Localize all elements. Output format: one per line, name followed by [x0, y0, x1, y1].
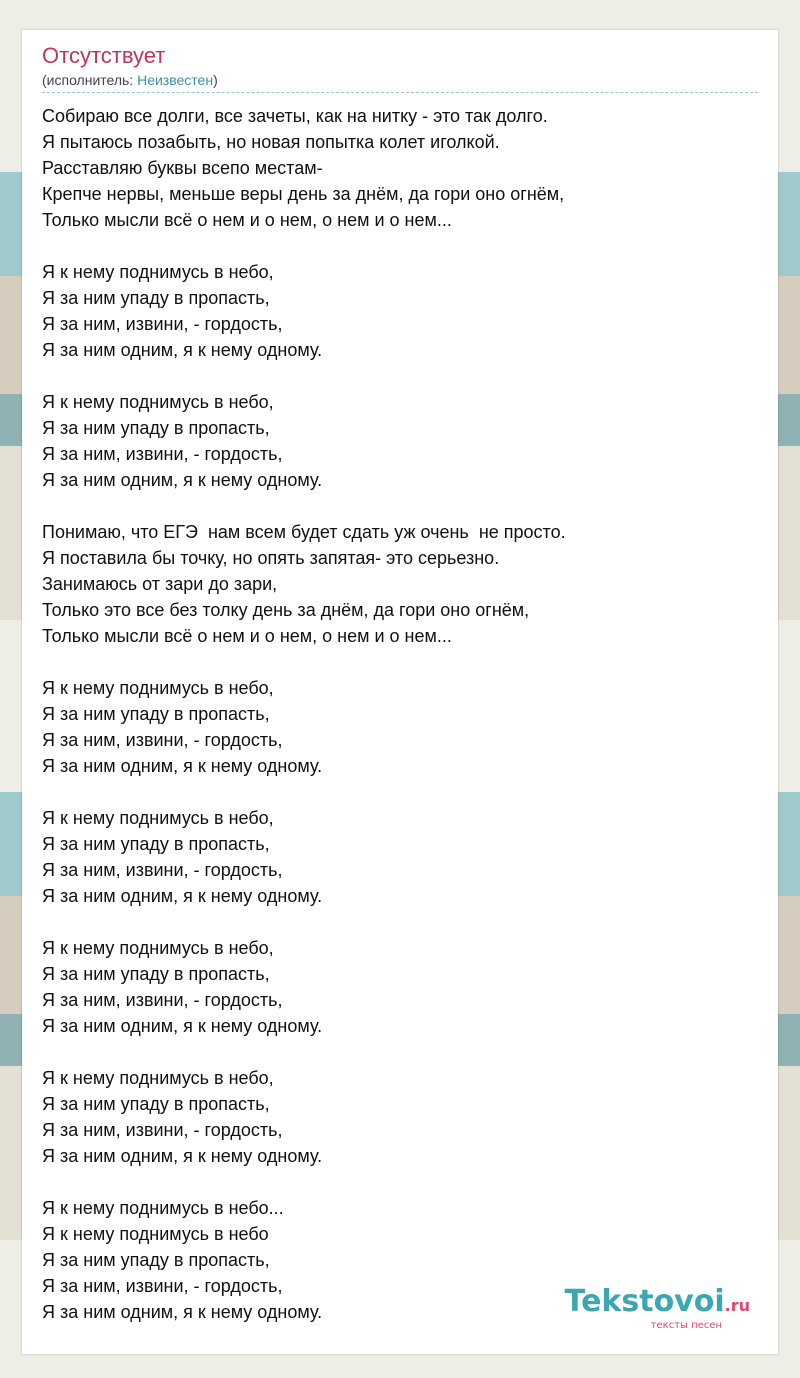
stanza	[42, 103, 758, 233]
site-logo[interactable]	[565, 1286, 750, 1332]
lyric-line: Я за ним, извини, - гордость,	[42, 860, 283, 880]
lyric-line: Только это все без толку день за днём, да гори оно огнём,	[42, 600, 530, 620]
lyric-line: Понимаю, что ЕГЭ нам всем будет сдать уж очень не просто.	[42, 522, 566, 542]
lyric-line: Только мысли всё о нем и о нем, о нем и о нем...	[42, 210, 452, 230]
song-title: Отсутствует	[42, 43, 166, 68]
lyric-line: Я за ним одним, я к нему одному.	[42, 886, 323, 906]
lyric-line: Я за ним, извини, - гордость,	[42, 730, 283, 750]
lyric-line: Я за ним одним, я к нему одному.	[42, 1146, 323, 1166]
lyric-line: Я за ним упаду в пропасть,	[42, 1250, 270, 1270]
lyric-line: Я за ним упаду в пропасть,	[42, 964, 270, 984]
lyric-line: Я за ним упаду в пропасть,	[42, 1094, 270, 1114]
lyric-line: Я к нему поднимусь в небо	[42, 1224, 269, 1244]
logo-name: Tekstovoi	[564, 1284, 725, 1319]
stanza	[42, 935, 758, 1039]
lyric-line: Я за ним одним, я к нему одному.	[42, 340, 323, 360]
lyric-line: Только мысли всё о нем и о нем, о нем и о нем...	[42, 626, 452, 646]
lyrics-card	[22, 30, 778, 1354]
lyric-line: Я к нему поднимусь в небо,	[42, 938, 274, 958]
lyric-line: Крепче нервы, меньше веры день за днём, да гори оно огнём,	[42, 184, 565, 204]
lyric-line: Я за ним упаду в пропасть,	[42, 418, 270, 438]
artist-suffix: )	[213, 72, 218, 88]
lyric-line: Я за ним, извини, - гордость,	[42, 444, 283, 464]
lyric-line: Я за ним упаду в пропасть,	[42, 834, 270, 854]
lyric-line: Я к нему поднимусь в небо,	[42, 262, 274, 282]
stanza	[42, 389, 758, 493]
lyric-line: Я за ним, извини, - гордость,	[42, 1276, 283, 1296]
lyric-line: Я за ним, извини, - гордость,	[42, 314, 283, 334]
stanza	[42, 519, 758, 649]
artist-link[interactable]: Неизвестен	[137, 72, 214, 88]
stanza	[42, 1065, 758, 1169]
stanza	[42, 675, 758, 779]
lyric-line: Я к нему поднимусь в небо,	[42, 808, 274, 828]
lyric-line: Я за ним упаду в пропасть,	[42, 288, 270, 308]
artist-prefix: (исполнитель:	[42, 72, 138, 88]
lyric-line: Я за ним, извини, - гордость,	[42, 990, 283, 1010]
lyric-line: Занимаюсь от зари до зари,	[42, 574, 278, 594]
lyric-line: Я к нему поднимусь в небо,	[42, 1068, 274, 1088]
lyric-line: Я к нему поднимусь в небо...	[42, 1198, 284, 1218]
stanza	[42, 259, 758, 363]
lyric-line: Я к нему поднимусь в небо,	[42, 392, 274, 412]
lyric-line: Я пытаюсь позабыть, но новая попытка колет иголкой.	[42, 132, 500, 152]
lyric-line: Я поставила бы точку, но опять запятая- это серьезно.	[42, 548, 500, 568]
lyric-line: Я за ним одним, я к нему одному.	[42, 1302, 323, 1322]
logo-tagline: тексты песен	[650, 1320, 722, 1331]
lyric-line: Я за ним одним, я к нему одному.	[42, 470, 323, 490]
lyric-line: Расставляю буквы всепо местам-	[42, 158, 323, 178]
lyrics-body	[42, 103, 758, 1325]
artist-line	[42, 70, 758, 93]
logo-tld: .ru	[724, 1296, 750, 1315]
lyric-line: Я за ним упаду в пропасть,	[42, 704, 270, 724]
lyric-line: Я за ним одним, я к нему одному.	[42, 1016, 323, 1036]
lyric-line: Я за ним одним, я к нему одному.	[42, 756, 323, 776]
lyric-line: Собираю все долги, все зачеты, как на нитку - это так долго.	[42, 106, 548, 126]
stanza	[42, 805, 758, 909]
lyric-line: Я к нему поднимусь в небо,	[42, 678, 274, 698]
lyric-line: Я за ним, извини, - гордость,	[42, 1120, 283, 1140]
